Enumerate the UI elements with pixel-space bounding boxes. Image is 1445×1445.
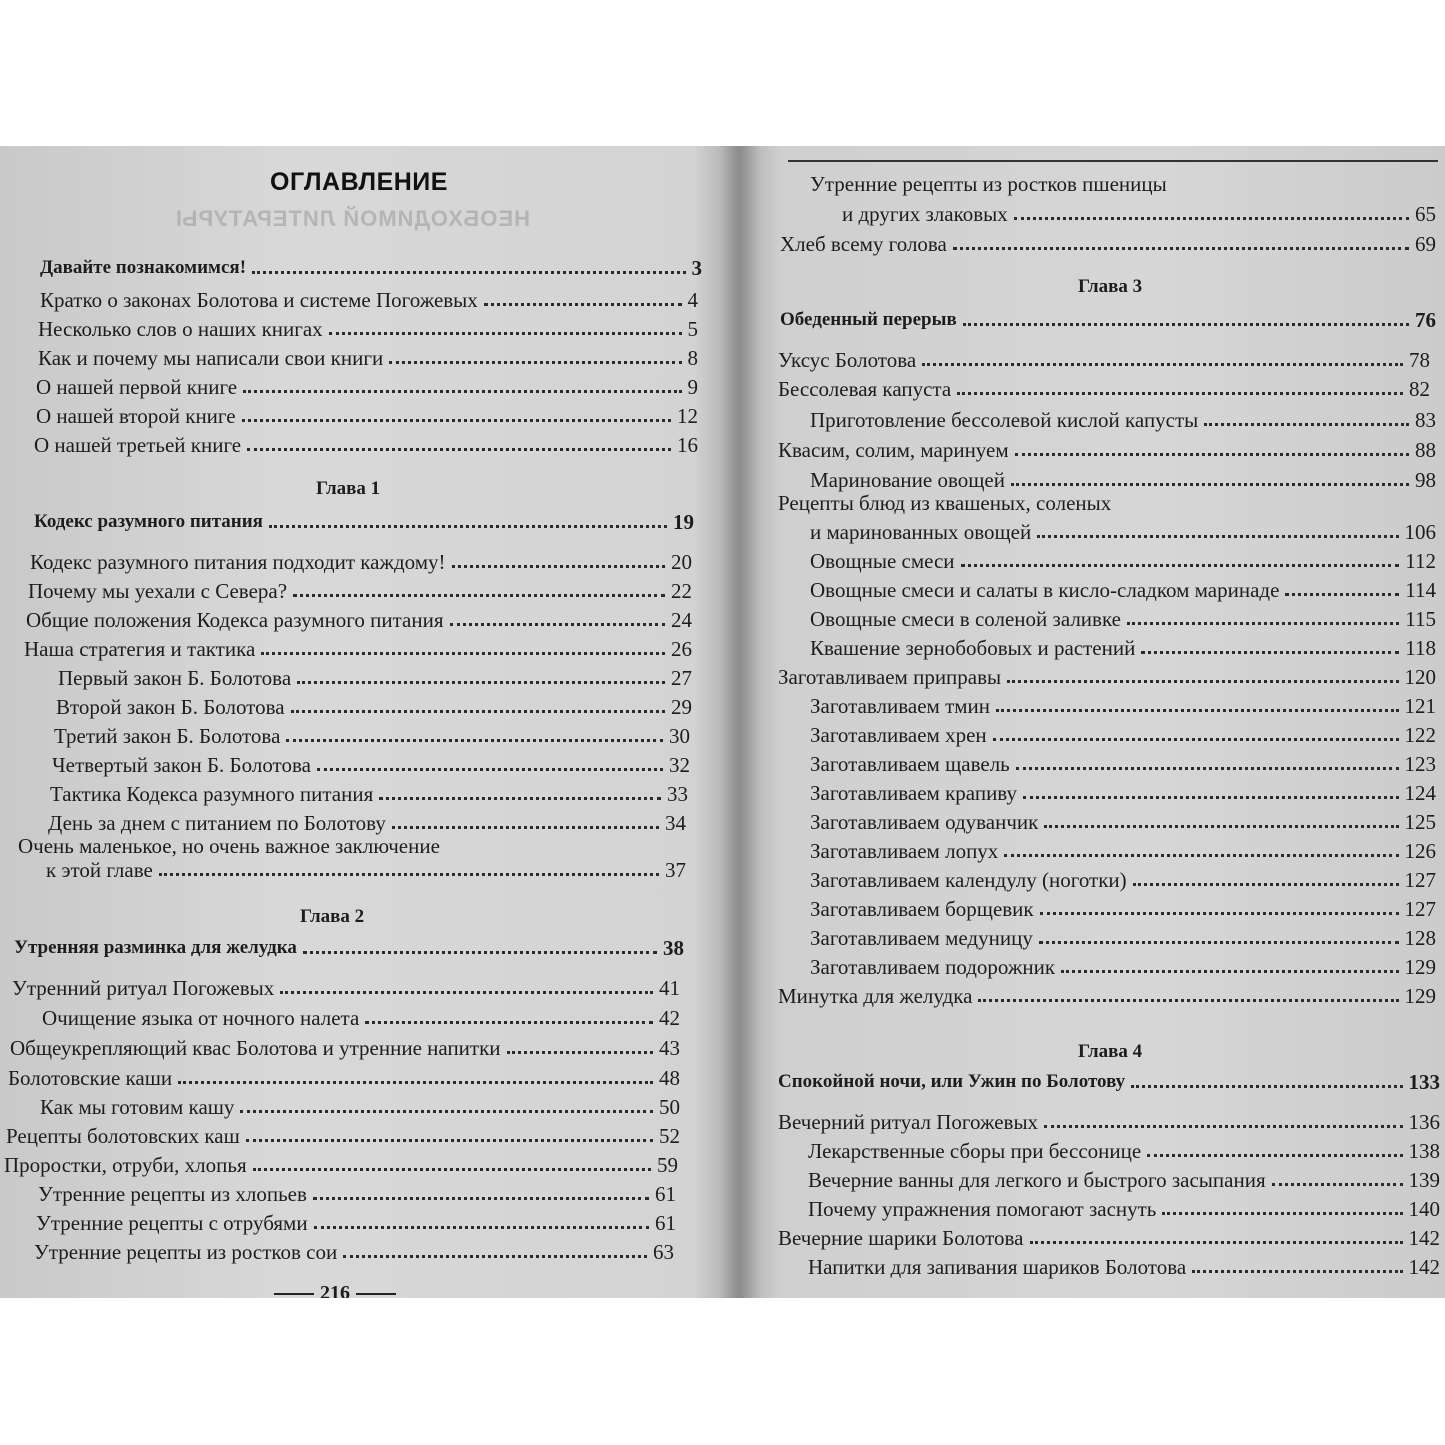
chapter-label: Глава 2 — [300, 906, 365, 927]
toc-entry: О нашей первой книге 9 — [36, 375, 698, 399]
toc-entry: Лекарственные сборы при бессонице 138 — [808, 1139, 1440, 1163]
toc-entry: Как и почему мы написали свои книги 8 — [38, 346, 698, 370]
toc-entry-line: Рецепты блюд из квашеных, соленых — [778, 491, 1112, 515]
toc-entry: Почему упражнения помогают заснуть 140 — [808, 1197, 1440, 1221]
toc-entry: Заготавливаем одуванчик 125 — [810, 810, 1436, 834]
toc-entry: Утренние рецепты из хлопьев 61 — [38, 1182, 676, 1206]
toc-entry: Заготавливаем календулу (ноготки) 127 — [810, 868, 1436, 892]
toc-entry-line: Очень маленькое, но очень важное заключение — [18, 834, 440, 858]
chapter-label: Глава 4 — [1078, 1041, 1143, 1062]
toc-entry: Утренние рецепты с отрубями 61 — [36, 1211, 676, 1235]
toc-entry: Овощные смеси 112 — [810, 549, 1436, 573]
book-spread — [0, 146, 1445, 1298]
toc-entry: Заготавливаем приправы 120 — [778, 665, 1436, 689]
toc-entry: Хлеб всему голова 69 — [780, 232, 1436, 256]
toc-entry: Проростки, отруби, хлопья 59 — [4, 1153, 678, 1177]
toc-entry: к этой главе 37 — [46, 858, 686, 882]
header-rule — [788, 160, 1438, 162]
toc-entry: Квашение зернобобовых и растений 118 — [810, 636, 1436, 660]
toc-entry: Заготавливаем борщевик 127 — [810, 897, 1436, 921]
toc-entry: Заготавливаем щавель 123 — [810, 752, 1436, 776]
toc-entry: О нашей второй книге 12 — [36, 404, 698, 428]
toc-entry: Наша стратегия и тактика 26 — [24, 637, 692, 661]
toc-entry: Давайте познакомимся! 3 — [40, 256, 702, 280]
toc-entry: Общеукрепляющий квас Болотова и утренние напитки 43 — [10, 1036, 680, 1060]
toc-entry: Заготавливаем медуницу 128 — [810, 926, 1436, 950]
toc-entry: Заготавливаем подорожник 129 — [810, 955, 1436, 979]
left-page — [0, 146, 730, 1298]
toc-entry: День за днем с питанием по Болотову 34 — [48, 811, 686, 835]
toc-entry: Уксус Болотова 78 — [778, 348, 1430, 372]
toc-entry: Первый закон Б. Болотова 27 — [58, 666, 692, 690]
toc-entry: Второй закон Б. Болотова 29 — [56, 695, 692, 719]
toc-entry: О нашей третьей книге 16 — [34, 433, 698, 457]
toc-entry-line: Утренние рецепты из ростков пшеницы — [810, 172, 1167, 196]
toc-entry: Кратко о законах Болотова и системе Погожевых 4 — [40, 288, 698, 312]
toc-entry: Общие положения Кодекса разумного питания 24 — [26, 608, 692, 632]
toc-entry: Бессолевая капуста 82 — [778, 377, 1430, 401]
right-page — [748, 146, 1445, 1298]
toc-entry: и других злаковых 65 — [842, 202, 1436, 226]
toc-entry: Рецепты болотовских каш 52 — [6, 1124, 680, 1148]
chapter-entry: Утренняя разминка для желудка 38 — [14, 936, 684, 960]
chapter-label: Глава 3 — [1078, 276, 1143, 297]
toc-entry: Приготовление бессолевой кислой капусты 83 — [810, 408, 1436, 432]
toc-entry: Заготавливаем хрен 122 — [810, 723, 1436, 747]
toc-entry: Болотовские каши 48 — [8, 1066, 680, 1090]
toc-entry: Как мы готовим кашу 50 — [40, 1095, 680, 1119]
toc-entry: Заготавливаем лопух 126 — [810, 839, 1436, 863]
chapter-entry: Обеденный перерыв 76 — [780, 308, 1436, 332]
chapter-entry: Кодекс разумного питания 19 — [34, 510, 694, 534]
toc-entry: Почему мы уехали с Севера? 22 — [28, 579, 692, 603]
toc-entry: Квасим, солим, маринуем 88 — [778, 438, 1436, 462]
bleed-through-text: НЕОБХОДИМОЙ ЛИТЕРАТУРЫ — [175, 206, 530, 231]
toc-entry: Вечерние ванны для легкого и быстрого засыпания 139 — [808, 1168, 1440, 1192]
toc-entry: Четвертый закон Б. Болотова 32 — [52, 753, 690, 777]
toc-entry: Заготавливаем тмин 121 — [810, 694, 1436, 718]
toc-entry: Заготавливаем крапиву 124 — [810, 781, 1436, 805]
toc-entry: Третий закон Б. Болотова 30 — [54, 724, 690, 748]
toc-entry: Овощные смеси в соленой заливке 115 — [810, 607, 1436, 631]
toc-entry: Кодекс разумного питания подходит каждому! 20 — [30, 550, 692, 574]
toc-entry: Несколько слов о наших книгах 5 — [38, 317, 698, 341]
toc-entry: Напитки для запивания шариков Болотова 142 — [808, 1255, 1440, 1279]
toc-entry: Вечерние шарики Болотова 142 — [778, 1226, 1440, 1250]
toc-entry: Овощные смеси и салаты в кисло-сладком маринаде 114 — [810, 578, 1436, 602]
toc-entry: Утренний ритуал Погожевых 41 — [12, 976, 680, 1000]
toc-entry: Очищение языка от ночного налета 42 — [42, 1006, 680, 1030]
toc-title: ОГЛАВЛЕНИЕ — [270, 168, 448, 196]
toc-entry: Маринование овощей 98 — [810, 468, 1436, 492]
toc-entry: Минутка для желудка 129 — [778, 984, 1436, 1008]
toc-entry: и маринованных овощей 106 — [810, 520, 1436, 544]
toc-entry: Вечерний ритуал Погожевых 136 — [778, 1110, 1440, 1134]
page-number: 216 — [268, 1282, 402, 1298]
toc-entry: Тактика Кодекса разумного питания 33 — [50, 782, 688, 806]
chapter-entry: Спокойной ночи, или Ужин по Болотову 133 — [778, 1070, 1440, 1094]
chapter-label: Глава 1 — [316, 478, 381, 499]
toc-entry: Утренние рецепты из ростков сои 63 — [34, 1240, 674, 1264]
